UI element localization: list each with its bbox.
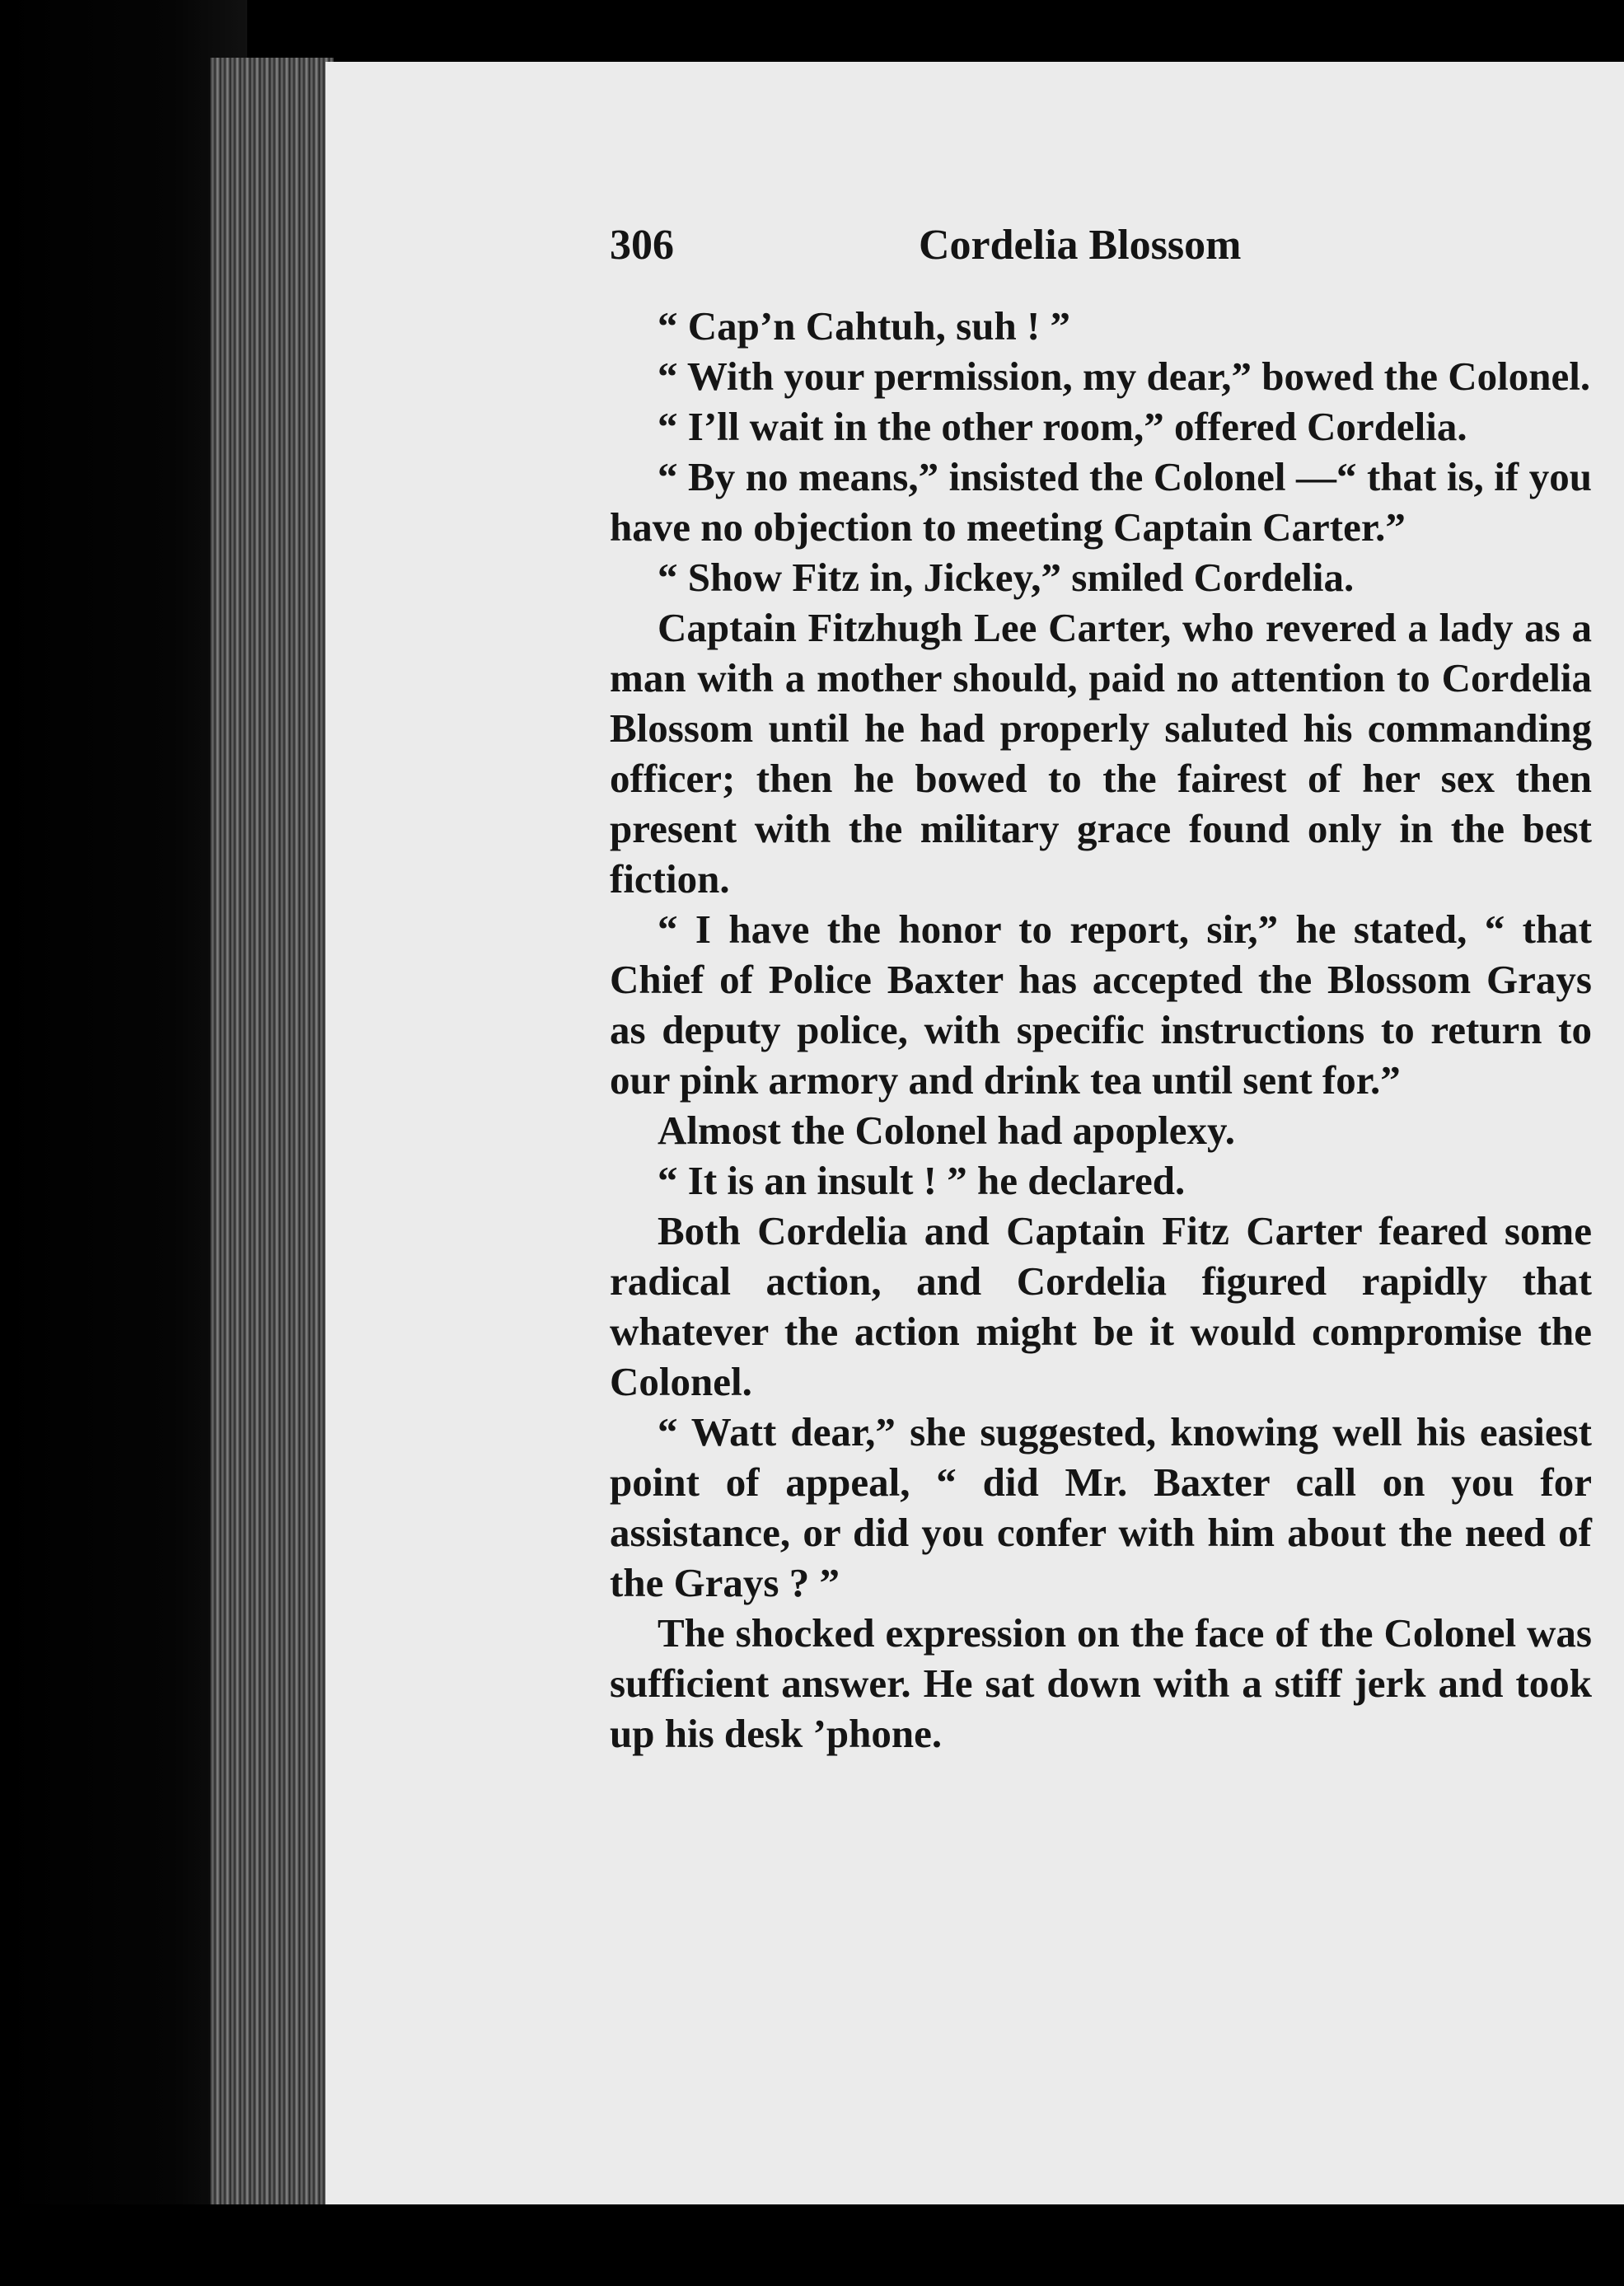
body-text <box>610 301 1592 1759</box>
paragraph: “ Show Fitz in, Jickey,” smiled Cordelia. <box>658 555 1355 600</box>
paragraph: Captain Fitzhugh Lee Carter, who revered a lady as a man with a mother should, paid no attention to Cordelia Blossom until he had properly saluted his commanding officer; then he bowed to the fairest of her sex then present with the military grace found only in the best fiction. <box>610 605 1592 902</box>
page-header <box>610 221 1582 287</box>
paragraph: “ Watt dear,” she suggested, knowing well his easiest point of appeal, “ did Mr. Baxter call on you for assistance, or did you confer with him about the need of the Grays ? ” <box>610 1409 1592 1605</box>
paragraph: “ Cap’n Cahtuh, suh ! ” <box>658 303 1071 349</box>
running-title: Cordelia Blossom <box>919 222 1242 269</box>
paragraph: “ I’ll wait in the other room,” offered Cordelia. <box>658 404 1467 449</box>
paragraph: “ It is an insult ! ” he declared. <box>658 1158 1186 1203</box>
page-number: 306 <box>610 222 674 269</box>
paragraph: “ By no means,” insisted the Colonel —“ that is, if you have no objection to meeting Captain Carter.” <box>610 454 1592 550</box>
scan-bottom-margin <box>0 2204 1624 2286</box>
paragraph: Both Cordelia and Captain Fitz Carter feared some radical action, and Cordelia figured rapidly that whatever the action might be it would compromise the Colonel. <box>610 1208 1592 1404</box>
paragraph: “ With your permission, my dear,” bowed the Colonel. <box>658 354 1591 399</box>
paragraph: “ I have the honor to report, sir,” he stated, “ that Chief of Police Baxter has accepted the Blossom Grays as deputy police, with specific instructions to return to our pink armory and drink tea until sent for.” <box>610 906 1592 1103</box>
paragraph: Almost the Colonel had apoplexy. <box>658 1108 1236 1153</box>
book-page-edges <box>210 58 334 2209</box>
paragraph: The shocked expression on the face of the Colonel was sufficient answer. He sat down with a stiff jerk and took up his desk ’phone. <box>610 1610 1592 1756</box>
